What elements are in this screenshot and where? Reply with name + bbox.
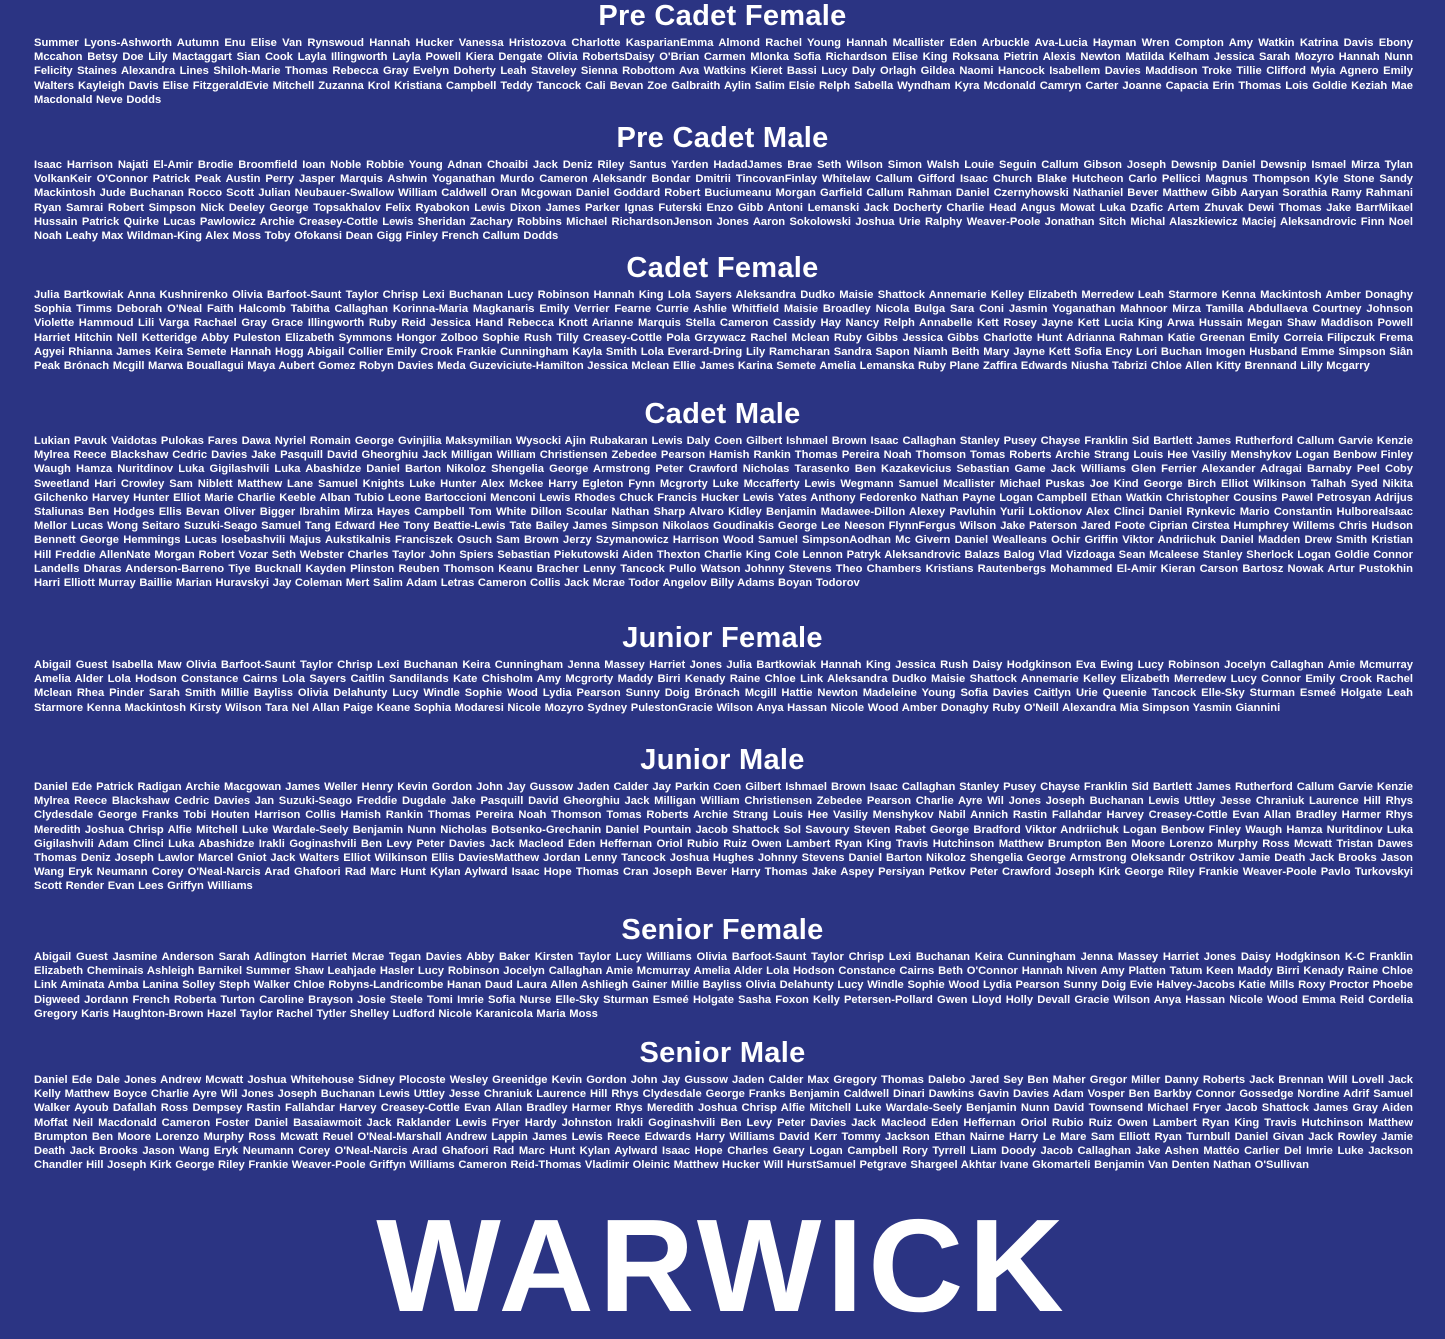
section-junior-female [0, 622, 1445, 715]
section-title: Pre Cadet Female [598, 0, 847, 32]
section-title: Senior Female [621, 914, 824, 946]
section-pre-cadet-male [0, 122, 1445, 243]
section-junior-male [0, 744, 1445, 894]
names-list: Daniel Ede Dale Jones Andrew Mcwatt Joshua Whitehouse Sidney Plocoste Wesley Greenidge Kevin Gordon John Jay Gussow Jaden Calder Max Gregory Thomas Dalebo Jared Sey Ben Maher Gregor Miller Danny Roberts Jack Brennan Will Lovell Jack Kelly Matthew Boyce Charlie Ayre Wil Jones Joseph Buchanan Lewis Uttley Jesse Chraniuk Laurence Hill Rhys Clydesdale George Franks Benjamin Caldwell Dinari Dawkins Gavin Davies Adam Vosper Ben Barkby Connor Gossedge Nordine Adrif Samuel Walker Ayoub Dafallah Ross Dempsey Rastin Fallahdar Harvey Creasey-Cottle Evan Allan Bradley Harmer Rhys Meredith Joshua Chrisp Alfie Mitchell Luke Wardale-Seely Benjamin Nunn David Townsend Michael Fryer Jacob Shattock James Gray Aiden Moffat Neil Macdonald Cameron Foster Daniel Basaiawmoit Jack Raklander Lewis Fryer Hardy Johnston Irakli Goginashvili Ben Levy Peter Davies Jack Macleod Eden Heffernan Oriol Rubio Ruiz Owen Lambert Ryan King Travis Hutchinson Matthew Brumpton Ben Moore Lorenzo Murphy Ross Mcwatt Reuel O'Neal-Marshall Andrew Lappin James Lewis Reece Edwards Harry Williams David Kerr Tommy Jackson Ethan Nairne Harry Le Mare Sam Elliott Ryan Turnbull Daniel Givan Jack Rowley Jamie Death Jack Brooks Jason Wang Eryk Neumann Corey O'Neal-Narcis Arad Ghafoori Rad Marc Hunt Kylan Aylward Isaac Hope Charles Geary Logan Campbell Rory Tyrrell Liam Doody Jacob Callaghan Jake Ashen Mattéo Carlier Del Imrie Luke Jackson Chandler Hill Joseph Kirk George Riley Frankie Weaver-Poole Griffyn Williams Cameron Reid-Thomas Vladimir Oleinic Matthew Hucker Will HurstSamuel Petgrave Shargeel Akhtar Ivane Gkomarteli Benjamin Van Denten Nathan O'Sullivan [34, 1074, 1413, 1172]
section-senior-female [0, 914, 1445, 1021]
section-title: Cadet Female [626, 252, 819, 284]
names-list: Summer Lyons-Ashworth Autumn Enu Elise Van Rynswoud Hannah Hucker Vanessa Hristozova Charlotte KasparianEmma Almond Rachel Young Hannah Mcallister Eden Arbuckle Ava-Lucia Hayman Wren Compton Amy Watkin Katrina Davis Ebony Mccahon Betsy Doe Lily Mactaggart Sian Cook Layla Illingworth Layla Powell Kiera Dengate Olivia RobertsDaisy O'Brian Carmen Mlonka Sofia Richardson Elise King Roksana Pietrin Alexis Newton Matilda Kelham Jessica Sarah Mozyro Hannah Nunn Felicity Staines Alexandra Lines Shiloh-Marie Thomas Rebecca Gray Evelyn Doherty Leah Staveley Sienna Robottom Ava Watkins Kieret Bassi Lucy Daly Orlagh Gildea Naomi Hancock Isabellem Davies Maddison Troke Tillie Clifford Myia Agnero Emily Walters Kayleigh Davis Elise FitzgeraldEvie Mitchell Zuzanna Krol Kristiana Campbell Teddy Tancock Cali Bevan Zoe Galbraith Aylin Salim Elsie Relph Sabella Wyndham Kyra Mcdonald Camryn Carter Joanne Capacia Erin Thomas Lois Goldie Keziah Mae Macdonald Neve Dodds [34, 37, 1413, 106]
section-title: Junior Female [622, 622, 823, 654]
names-list: Abigail Guest Jasmine Anderson Sarah Adlington Harriet Mcrae Tegan Davies Abby Baker Kirsten Taylor Lucy Williams Olivia Barfoot-Saunt Taylor Chrisp Lexi Buchanan Keira Cunningham Jenna Massey Harriet Jones Daisy Hodgkinson K-C Franklin Elizabeth Cheminais Ashleigh Barnikel Summer Shaw Leahjade Hasler Lucy Robinson Jocelyn Callaghan Amie Mcmurray Amelia Alder Lola Hodson Constance Cairns Beth O'Connor Hannah Niven Amy Platten Tatum Keen Maddy Birri Kenady Raine Chloe Link Aminata Amba Lanina Solley Steph Walker Chloe Robyns-Landricombe Hanan Daud Laura Allen Ashliegh Gainer Millie Bayliss Olivia Delahunty Lucy Windle Sophie Wood Lydia Pearson Sunny Doig Evie Halvey-Jacobs Katie Mills Roxy Proctor Phoebe Digweed Jordann French Roberta Turton Caroline Brayson Josie Steele Tomi Imrie Sofia Nurse Elle-Sky Sturman Esmeé Holgate Sasha Foxon Kelly Petersen-Pollard Gwen Lloyd Holly Devall Gracie Wilson Anya Hassan Nicole Wood Emma Reid Cordelia Gregory Karis Haughton-Brown Hazel Taylor Rachel Tytler Shelley Ludford Nicole Karanicola Maria Moss [34, 951, 1413, 1020]
section-title: Pre Cadet Male [616, 122, 829, 154]
section-title: Cadet Male [644, 398, 801, 430]
section-cadet-male [0, 398, 1445, 590]
names-list: Julia Bartkowiak Anna Kushnirenko Olivia Barfoot-Saunt Taylor Chrisp Lexi Buchanan Lucy Robinson Hannah King Lola Sayers Aleksandra Dudko Maisie Shattock Annemarie Kelley Elizabeth Merredew Leah Starmore Kenna Mackintosh Amber Donaghy Sophia Timms Deborah O'Neal Faith Halcomb Tabitha Callaghan Korinna-Maria Magkanaris Emily Verrier Fearne Currie Ashlie Whitfield Maisie Broadley Nicola Bulga Sara Coni Jasmin Yoganathan Mahnoor Mirza Tamilla Abdullaeva Courtney Johnson Violette Hammoud Lili Varga Rachael Gray Grace Illingworth Ruby Reid Jessica Hand Rebecca Knott Arianne Marquis Stella Cameron Cassidy Hay Nancy Relph Annabelle Kett Rosey Jayne Kett Lucia King Arwa Hussain Megan Shaw Maddison Powell Harriet Hitchin Nell Ketteridge Abby Puleston Elizabeth Symmons Hongor Zolboo Sophie Rush Tilly Creasey-Cottle Pola Grzywacz Rachel Mclean Ruby Gibbs Jessica Gibbs Charlotte Hunt Adrianna Rahman Katie Greenan Emily Correia Filipczuk Frema Agyei Rhianna James Keira Semete Hannah Hogg Abigail Collier Emily Crook Frankie Cunningham Kayla Smith Lola Everard-Dring Lily Ramcharan Sandra Sapon Niamh Beith Mary Jayne Kett Sofia Ency Lori Buchan Imogen Husband Emme Simpson Siân Peak Brónach Mcgill Marwa Bouallagui Maya Aubert Gomez Robyn Davies Meda Guzeviciute-Hamilton Jessica Mclean Ellie James Karina Semete Amelia Lemanska Ruby Plane Zaffira Edwards Niusha Tabrizi Chloe Allen Kitty Brennand Lilly Mcgarry [34, 289, 1413, 373]
section-title: Junior Male [640, 744, 805, 776]
names-list: Lukian Pavuk Vaidotas Pulokas Fares Dawa Nyriel Romain George Gvinjilia Maksymilian Wysocki Ajin Rubakaran Lewis Daly Coen Gilbert Ishmael Brown Isaac Callaghan Stanley Pusey Chayse Franklin Sid Bartlett James Rutherford Callum Garvie Kenzie Mylrea Reece Blackshaw Cedric Davies Jake Pasquill David Gheorghiu Jack Milligan William Christiensen Zebedee Pearson Hamish Rankin Thomas Pereira Noah Thomson Tomas Roberts Archie Strang Louis Hee Vasiliy Menshykov Logan Benbow Finley Waugh Hamza Nuritdinov Luka Gigilashvili Luka Abashidze Daniel Barton Nikoloz Shengelia George Armstrong Peter Crawford Nicholas Tarasenko Ben Kazakevicius Sebastian Game Jack Williams Glen Ferrier Alexander Adragai Barnaby Peel Coby Sweetland Hari Crowley Sam Niblett Matthew Lane Samuel Knights Luke Hunter Alex Mckee Harry Egleton Fynn Mcgrorty Luke Mccafferty Lewis Wegmann Samuel Mcallister Michael Puskas Joe Kind George Birch Elliot Wilkinson Talhah Syed Nikita Gilchenko Harvey Hunter Elliot Marie Charlie Keeble Alban Tubio Leone Bartoccioni Menconi Lewis Rhodes Chuck Francis Hucker Lewis Yates Anthony Fedorenko Nathan Payne Logan Campbell Ethan Watkin Christopher Cousins Pawel Petrosyan Adrijus Staliunas Ben Hodges Ellis Bevan Oliver Bigger Ibrahim Mirza Hayes Campbell Tom White Dillon Scoular Nathan Sharp Alvaro Kidley Benjamin Madawee-Dillon Alexey Pavluhin Yurii Loktionov Alex Clinci Daniel Rynkevic Mario Constantin Hulborealsaac Mellor Lucas Wong Seitaro Suzuki-Seago Samuel Tang Edward Hee Tony Beattie-Lewis Tate Bailey James Simpson Nikolaos Goudinakis George Lee Neeson FlynnFergus Wilson Jake Paterson Jared Foote Ciprian Cirstea Humphrey Willems Chris Hudson Bennett George Hemmings Lucas losebashvili Majus Aukstikalnis Franciszek Osuch Sam Brown Jerzy Szymanowicz Harrison Wood Samuel SimpsonAodhan Mc Givern Daniel Wealleans Ochir Griffin Viktor Andriichuk Daniel Madden Drew Smith Kristian Hill Freddie AllenNate Morgan Robert Vozar Seth Webster Charles Taylor John Spiers Sebastian Piekutowski Aiden Thexton Charlie King Cole Lennon Patryk Aleksandrovic Balazs Balog Vlad Vizdoaga Sean Mcaleese Stanley Sherlock Logan Goldie Connor Landells Dharas Anderson-Barreno Tiye Bucknall Kayden Plinston Reuben Thomson Keanu Bracher Lenny Tancock Pullo Watson Johnny Stevens Theo Chambers Kristians Rautenbergs Mohammed El-Amir Kieran Carson Bartosz Nowak Artur Pustokhin Harri Elliott Murray Baillie Marian Huravskyi Jay Coleman Mert Salim Adam Letras Cameron Collis Jack Mcrae Todor Angelov Billy Adams Boyan Todorov [34, 435, 1413, 590]
names-list: Daniel Ede Patrick Radigan Archie Macgowan James Weller Henry Kevin Gordon John Jay Gussow Jaden Calder Jay Parkin Coen Gilbert Ishmael Brown Isaac Callaghan Stanley Pusey Chayse Franklin Sid Bartlett James Rutherford Callum Garvie Kenzie Mylrea Reece Blackshaw Cedric Davies Jan Suzuki-Seago Freddie Dugdale Jake Pasquill David Gheorghiu Jack Milligan William Christiensen Zebedee Pearson Charlie Ayre Wil Jones Joseph Buchanan Lewis Uttley Jesse Chraniuk Laurence Hill Rhys Clydesdale George Franks Tobi Houten Harrison Collis Hamish Rankin Thomas Pereira Noah Thomson Tomas Roberts Archie Strang Louis Hee Vasiliy Menshykov Nabil Annich Rastin Fallahdar Harvey Creasey-Cottle Evan Allan Bradley Harmer Rhys Meredith Joshua Chrisp Alfie Mitchell Luke Wardale-Seely Benjamin Nunn Nicholas Botsenko-Grechanin Daniel Pountain Jacob Shattock Sol Savoury Steven Rabet George Bradford Viktor Andriichuk Logan Benbow Finley Waugh Hamza Nuritdinov Luka Gigilashvili Adam Clinci Luka Abashidze Irakli Goginashvili Ben Levy Peter Davies Jack Macleod Eden Heffernan Oriol Rubio Ruiz Owen Lambert Ryan King Travis Hutchinson Matthew Brumpton Ben Moore Lorenzo Murphy Ross Mcwatt Tristan Dawes Thomas Deniz Joseph Lawlor Marcel Gniot Jack Walters Elliot Wilkinson Ellis DaviesMatthew Jordan Lenny Tancock Joshua Hughes Johnny Stevens Daniel Barton Nikoloz Shengelia George Armstrong Oleksandr Ostrikov Jamie Death Jack Brooks Jason Wang Eryk Neumann Corey O'Neal-Narcis Arad Ghafoori Rad Marc Hunt Kylan Aylward Isaac Hope Thomas Cran Joseph Bever Harry Thomas Jake Aspey Persiyan Petkov Peter Crawford Joseph Kirk George Riley Frankie Weaver-Poole Pavlo Turkovskyi Scott Render Evan Lees Griffyn Williams [34, 781, 1413, 893]
club-name-banner: WARWICK [376, 1192, 1069, 1339]
section-senior-male [0, 1037, 1445, 1172]
names-list: Isaac Harrison Najati El-Amir Brodie Broomfield Ioan Noble Robbie Young Adnan Choaibi Jack Deniz Riley Santus Yarden HadadJames Brae Seth Wilson Simon Walsh Louie Seguin Callum Gibson Joseph Dewsnip Daniel Dewsnip Ismael Mirza Tylan VolkanKeir O'Connor Patrick Peak Austin Perry Jasper Marquis Ashwin Yoganathan Murdo Cameron Aleksandr Bondar Dmitrii TincovanFinlay Whitelaw Callum Gifford Isaac Church Blake Hutcheon Carlo Pellicci Magnus Thompson Kyle Stone Sandy Mackintosh Jude Buchanan Rocco Scott Julian Neubauer-Swallow William Caldwell Oran Mcgowan Daniel Goddard Robert Buciumeanu Morgan Garfield Callum Rahman Daniel Czernyhowski Nathaniel Bever Matthew Gibb Aaryan Sorathia Ramy Rahmani Ryan Samrai Robert Simpson Nick Deeley George Topsakhalov Felix Ryabokon Lewis Dixon James Parker Ignas Futerski Enzo Gibb Antoni Lemanski Jack Docherty Charlie Head Angus Mowat Luka Dzafic Artem Zhuvak Dewi Thomas Jake BarrMikael Hussain Patrick Quirke Lucas Pawlowicz Archie Creasey-Cottle Lewis Sheridan Zachary Robbins Michael RichardsonJenson Jones Aaron Sokolowski Joshua Urie Ralphy Weaver-Poole Jonathan Sitch Michal Alaszkiewicz Maciej Aleksandrovic Finn Noel Noah Leahy Max Wildman-King Alex Moss Toby Ofokansi Dean Gigg Finley French Callum Dodds [34, 159, 1413, 243]
section-pre-cadet-female [0, 0, 1445, 107]
section-title: Senior Male [639, 1037, 806, 1069]
names-list: Abigail Guest Isabella Maw Olivia Barfoot-Saunt Taylor Chrisp Lexi Buchanan Keira Cunningham Jenna Massey Harriet Jones Julia Bartkowiak Hannah King Jessica Rush Daisy Hodgkinson Eva Ewing Lucy Robinson Jocelyn Callaghan Amie Mcmurray Amelia Alder Lola Hodson Constance Cairns Lola Sayers Caitlin Sandilands Kate Chisholm Amy Mcgrorty Maddy Birri Kenady Raine Chloe Link Aleksandra Dudko Maisie Shattock Annemarie Kelley Elizabeth Merredew Lucy Connor Emily Crook Rachel Mclean Rhea Pinder Sarah Smith Millie Bayliss Olivia Delahunty Lucy Windle Sophie Wood Lydia Pearson Sunny Doig Brónach Mcgill Hattie Newton Madeleine Young Sofia Davies Caitlyn Urie Queenie Tancock Elle-Sky Sturman Esmeé Holgate Leah Starmore Kenna Mackintosh Kirsty Wilson Tara Nel Allan Paige Keane Sophia Modaresi Nicole Mozyro Sydney PulestonGracie Wilson Anya Hassan Nicole Wood Amber Donaghy Ruby O'Neill Alexandra Mia Simpson Yasmin Giannini [34, 659, 1413, 714]
section-cadet-female [0, 252, 1445, 373]
